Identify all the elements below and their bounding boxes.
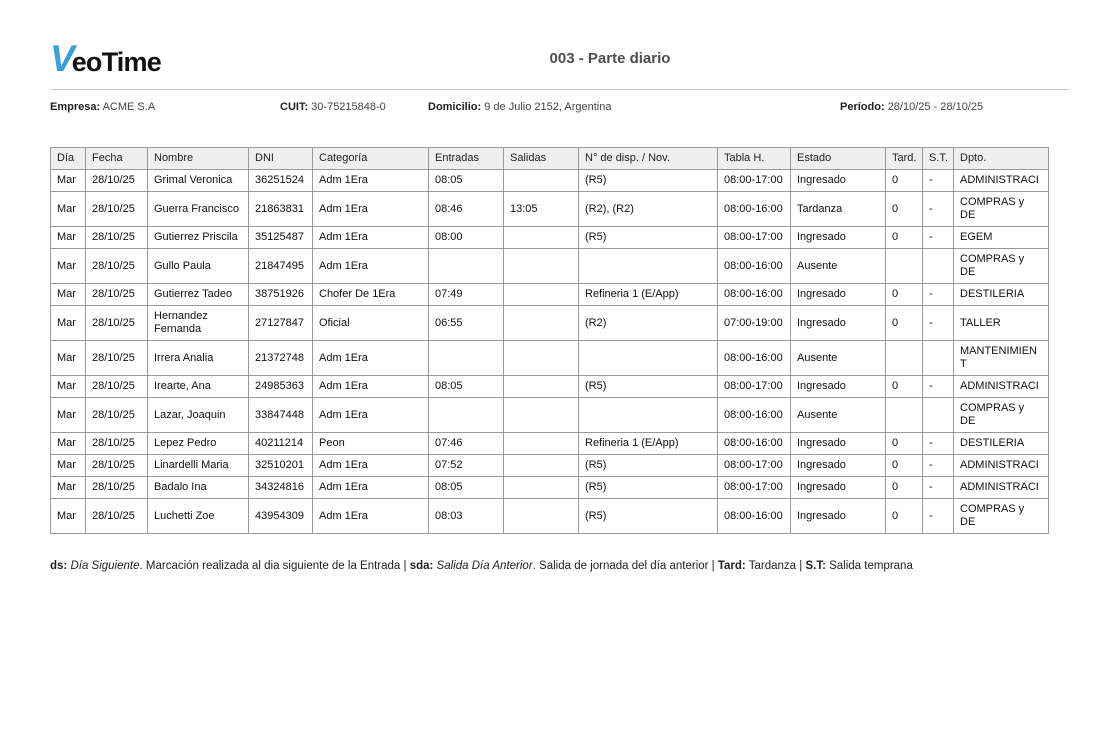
table-cell: 08:46: [429, 192, 504, 227]
table-cell: Tardanza: [791, 192, 886, 227]
table-cell: Refineria 1 (E/App): [579, 433, 718, 455]
table-cell: 08:00-16:00: [718, 499, 791, 534]
meta-cuit: [280, 101, 428, 113]
attendance-table: [50, 147, 1049, 534]
table-cell: [504, 227, 579, 249]
column-header: Nombre: [148, 148, 249, 170]
table-cell: 0: [886, 433, 923, 455]
table-cell: -: [923, 170, 954, 192]
table-cell: 08:00-16:00: [718, 398, 791, 433]
legend-sda-label: sda:: [409, 560, 434, 572]
table-cell: [504, 499, 579, 534]
table-cell: 28/10/25: [86, 433, 148, 455]
table-cell: [504, 376, 579, 398]
table-cell: DESTILERIA: [954, 433, 1049, 455]
table-row: [51, 227, 1049, 249]
table-cell: 08:00-16:00: [718, 433, 791, 455]
table-cell: Mar: [51, 477, 86, 499]
table-cell: 0: [886, 455, 923, 477]
column-header: Entradas: [429, 148, 504, 170]
table-cell: Hernandez Fernanda: [148, 306, 249, 341]
table-cell: Ingresado: [791, 306, 886, 341]
table-cell: 08:00-17:00: [718, 227, 791, 249]
table-cell: Adm 1Era: [313, 398, 429, 433]
table-cell: Mar: [51, 455, 86, 477]
table-cell: 28/10/25: [86, 376, 148, 398]
table-cell: 21372748: [249, 341, 313, 376]
table-cell: Ingresado: [791, 170, 886, 192]
table-cell: Adm 1Era: [313, 341, 429, 376]
table-cell: 28/10/25: [86, 192, 148, 227]
table-cell: ADMINISTRACI: [954, 170, 1049, 192]
legend-tard-desc: Tardanza |: [745, 560, 806, 572]
table-cell: [504, 170, 579, 192]
empresa-label: Empresa:: [50, 101, 101, 113]
table-cell: Mar: [51, 170, 86, 192]
table-cell: Ingresado: [791, 433, 886, 455]
table-cell: 28/10/25: [86, 341, 148, 376]
table-cell: 08:00-17:00: [718, 376, 791, 398]
table-cell: -: [923, 433, 954, 455]
table-cell: 08:00-16:00: [718, 192, 791, 227]
table-cell: [504, 455, 579, 477]
table-cell: 28/10/25: [86, 284, 148, 306]
table-cell: ADMINISTRACI: [954, 477, 1049, 499]
table-cell: (R5): [579, 227, 718, 249]
table-row: [51, 192, 1049, 227]
table-cell: 24985363: [249, 376, 313, 398]
meta-row: [50, 101, 1070, 113]
table-cell: Irearte, Ana: [148, 376, 249, 398]
table-cell: 28/10/25: [86, 170, 148, 192]
table-row: [51, 341, 1049, 376]
table-cell: Adm 1Era: [313, 249, 429, 284]
table-cell: Peon: [313, 433, 429, 455]
column-header: Día: [51, 148, 86, 170]
table-cell: Linardelli Maria: [148, 455, 249, 477]
table-cell: -: [923, 306, 954, 341]
table-row: [51, 306, 1049, 341]
table-cell: 07:46: [429, 433, 504, 455]
table-cell: Mar: [51, 249, 86, 284]
table-cell: 08:05: [429, 376, 504, 398]
table-cell: 0: [886, 477, 923, 499]
table-cell: Chofer De 1Era: [313, 284, 429, 306]
table-cell: 13:05: [504, 192, 579, 227]
empresa-value: ACME S.A: [102, 101, 156, 113]
table-cell: Mar: [51, 499, 86, 534]
table-row: [51, 284, 1049, 306]
attendance-table-body: [51, 170, 1049, 534]
table-row: [51, 398, 1049, 433]
column-header: Tabla H.: [718, 148, 791, 170]
legend-sda-desc: . Salida de jornada del día anterior |: [532, 560, 718, 572]
column-header: Dpto.: [954, 148, 1049, 170]
table-cell: 0: [886, 227, 923, 249]
table-cell: 28/10/25: [86, 306, 148, 341]
table-cell: [923, 398, 954, 433]
domicilio-value: 9 de Julio 2152, Argentina: [484, 101, 612, 113]
table-cell: [579, 249, 718, 284]
table-cell: 07:00-19:00: [718, 306, 791, 341]
column-header: Estado: [791, 148, 886, 170]
table-cell: Lazar, Joaquin: [148, 398, 249, 433]
table-cell: Mar: [51, 341, 86, 376]
table-cell: 08:03: [429, 499, 504, 534]
periodo-label: Período:: [840, 101, 885, 113]
column-header: Categoría: [313, 148, 429, 170]
table-cell: Adm 1Era: [313, 499, 429, 534]
table-cell: Adm 1Era: [313, 192, 429, 227]
table-cell: [886, 341, 923, 376]
table-cell: Adm 1Era: [313, 455, 429, 477]
column-header: DNI: [249, 148, 313, 170]
table-cell: 08:00-17:00: [718, 170, 791, 192]
table-cell: COMPRAS y DE: [954, 249, 1049, 284]
table-cell: [504, 477, 579, 499]
table-cell: 08:05: [429, 170, 504, 192]
table-cell: Grimal Veronica: [148, 170, 249, 192]
table-cell: Mar: [51, 284, 86, 306]
meta-domicilio: [428, 101, 840, 113]
table-row: [51, 477, 1049, 499]
table-cell: 08:05: [429, 477, 504, 499]
table-cell: 27127847: [249, 306, 313, 341]
table-row: [51, 376, 1049, 398]
table-cell: 0: [886, 284, 923, 306]
table-cell: Adm 1Era: [313, 376, 429, 398]
table-row: [51, 455, 1049, 477]
table-cell: Ausente: [791, 398, 886, 433]
column-header: Fecha: [86, 148, 148, 170]
table-cell: Mar: [51, 227, 86, 249]
table-cell: Adm 1Era: [313, 227, 429, 249]
logo-v-mark: V: [50, 37, 73, 79]
table-cell: [429, 398, 504, 433]
table-cell: 0: [886, 170, 923, 192]
column-header: Tard.: [886, 148, 923, 170]
table-cell: 35125487: [249, 227, 313, 249]
table-cell: Mar: [51, 398, 86, 433]
table-cell: (R5): [579, 499, 718, 534]
legend-tard-label: Tard:: [717, 560, 746, 572]
table-cell: [504, 249, 579, 284]
table-cell: COMPRAS y DE: [954, 398, 1049, 433]
table-cell: 08:00-16:00: [718, 249, 791, 284]
column-header: Salidas: [504, 148, 579, 170]
meta-periodo: [840, 101, 1070, 113]
table-cell: Lepez Pedro: [148, 433, 249, 455]
table-row: [51, 170, 1049, 192]
table-cell: Ingresado: [791, 477, 886, 499]
table-cell: Badalo Ina: [148, 477, 249, 499]
table-cell: Ingresado: [791, 499, 886, 534]
table-cell: -: [923, 227, 954, 249]
table-cell: -: [923, 192, 954, 227]
table-cell: 28/10/25: [86, 499, 148, 534]
table-cell: Adm 1Era: [313, 170, 429, 192]
table-cell: 0: [886, 376, 923, 398]
table-cell: 32510201: [249, 455, 313, 477]
table-cell: 28/10/25: [86, 477, 148, 499]
column-header: N° de disp. / Nov.: [579, 148, 718, 170]
table-cell: [579, 398, 718, 433]
table-cell: Refineria 1 (E/App): [579, 284, 718, 306]
page-title: 003 - Parte diario: [549, 49, 671, 67]
table-cell: DESTILERIA: [954, 284, 1049, 306]
legend-sda-term: Salida Día Anterior: [433, 560, 533, 572]
cuit-value: 30-75215848-0: [311, 101, 386, 113]
legend-st-label: S.T:: [805, 560, 826, 572]
table-cell: 28/10/25: [86, 249, 148, 284]
table-cell: 28/10/25: [86, 455, 148, 477]
table-cell: 0: [886, 499, 923, 534]
legend: [50, 559, 1070, 574]
table-cell: -: [923, 455, 954, 477]
table-row: [51, 499, 1049, 534]
table-cell: COMPRAS y DE: [954, 192, 1049, 227]
table-cell: Oficial: [313, 306, 429, 341]
table-cell: 21847495: [249, 249, 313, 284]
table-cell: (R5): [579, 477, 718, 499]
table-cell: [504, 284, 579, 306]
table-cell: 38751926: [249, 284, 313, 306]
column-header: S.T.: [923, 148, 954, 170]
table-cell: [504, 398, 579, 433]
table-cell: [429, 341, 504, 376]
table-cell: Mar: [51, 376, 86, 398]
table-cell: Mar: [51, 192, 86, 227]
table-cell: -: [923, 284, 954, 306]
header-divider: [50, 89, 1070, 90]
table-cell: [504, 341, 579, 376]
meta-empresa: [50, 101, 280, 113]
report-header: [50, 32, 1070, 84]
table-cell: ADMINISTRACI: [954, 455, 1049, 477]
cuit-label: CUIT:: [280, 101, 309, 113]
veotime-logo: [50, 37, 270, 79]
table-cell: TALLER: [954, 306, 1049, 341]
table-row: [51, 249, 1049, 284]
legend-ds-desc: . Marcación realizada al dia siguiente de la Entrada |: [139, 560, 410, 572]
table-cell: 21863831: [249, 192, 313, 227]
table-cell: Gutierrez Priscila: [148, 227, 249, 249]
table-cell: [504, 433, 579, 455]
table-cell: [504, 306, 579, 341]
table-cell: 40211214: [249, 433, 313, 455]
table-cell: 07:52: [429, 455, 504, 477]
table-cell: -: [923, 499, 954, 534]
table-cell: (R2): [579, 306, 718, 341]
table-cell: (R2), (R2): [579, 192, 718, 227]
table-cell: EGEM: [954, 227, 1049, 249]
table-cell: 0: [886, 192, 923, 227]
table-cell: 36251524: [249, 170, 313, 192]
table-cell: [923, 341, 954, 376]
table-cell: [886, 249, 923, 284]
logo-wordmark: eoTime: [71, 46, 161, 77]
table-cell: ADMINISTRACI: [954, 376, 1049, 398]
table-cell: 43954309: [249, 499, 313, 534]
table-cell: Adm 1Era: [313, 477, 429, 499]
table-cell: (R5): [579, 376, 718, 398]
table-cell: Ingresado: [791, 227, 886, 249]
table-cell: Irrera Analia: [148, 341, 249, 376]
table-cell: MANTENIMIENT: [954, 341, 1049, 376]
table-cell: COMPRAS y DE: [954, 499, 1049, 534]
table-cell: Guerra Francisco: [148, 192, 249, 227]
table-cell: [579, 341, 718, 376]
table-cell: Ingresado: [791, 455, 886, 477]
table-cell: Ingresado: [791, 376, 886, 398]
table-cell: 07:49: [429, 284, 504, 306]
periodo-value: 28/10/25 - 28/10/25: [887, 101, 984, 113]
table-cell: (R5): [579, 170, 718, 192]
table-cell: 08:00-17:00: [718, 455, 791, 477]
table-cell: [886, 398, 923, 433]
legend-st-desc: Salida temprana: [825, 560, 913, 572]
table-cell: [429, 249, 504, 284]
table-cell: Ausente: [791, 249, 886, 284]
table-cell: Mar: [51, 433, 86, 455]
table-cell: Luchetti Zoe: [148, 499, 249, 534]
table-cell: (R5): [579, 455, 718, 477]
table-cell: Mar: [51, 306, 86, 341]
table-cell: 06:55: [429, 306, 504, 341]
table-cell: 0: [886, 306, 923, 341]
table-cell: Ingresado: [791, 284, 886, 306]
table-cell: Gutierrez Tadeo: [148, 284, 249, 306]
table-cell: 33847448: [249, 398, 313, 433]
table-cell: Ausente: [791, 341, 886, 376]
table-cell: 08:00-17:00: [718, 477, 791, 499]
legend-ds-label: ds:: [50, 560, 68, 572]
table-cell: 34324816: [249, 477, 313, 499]
table-cell: 28/10/25: [86, 227, 148, 249]
table-cell: Gullo Paula: [148, 249, 249, 284]
table-cell: 08:00-16:00: [718, 341, 791, 376]
table-cell: 08:00-16:00: [718, 284, 791, 306]
table-cell: 08:00: [429, 227, 504, 249]
legend-ds-term: Día Siguiente: [67, 560, 140, 572]
table-cell: [923, 249, 954, 284]
table-header-row: [51, 148, 1049, 170]
domicilio-label: Domicilio:: [428, 101, 482, 113]
table-cell: 28/10/25: [86, 398, 148, 433]
table-cell: -: [923, 477, 954, 499]
table-cell: -: [923, 376, 954, 398]
table-row: [51, 433, 1049, 455]
